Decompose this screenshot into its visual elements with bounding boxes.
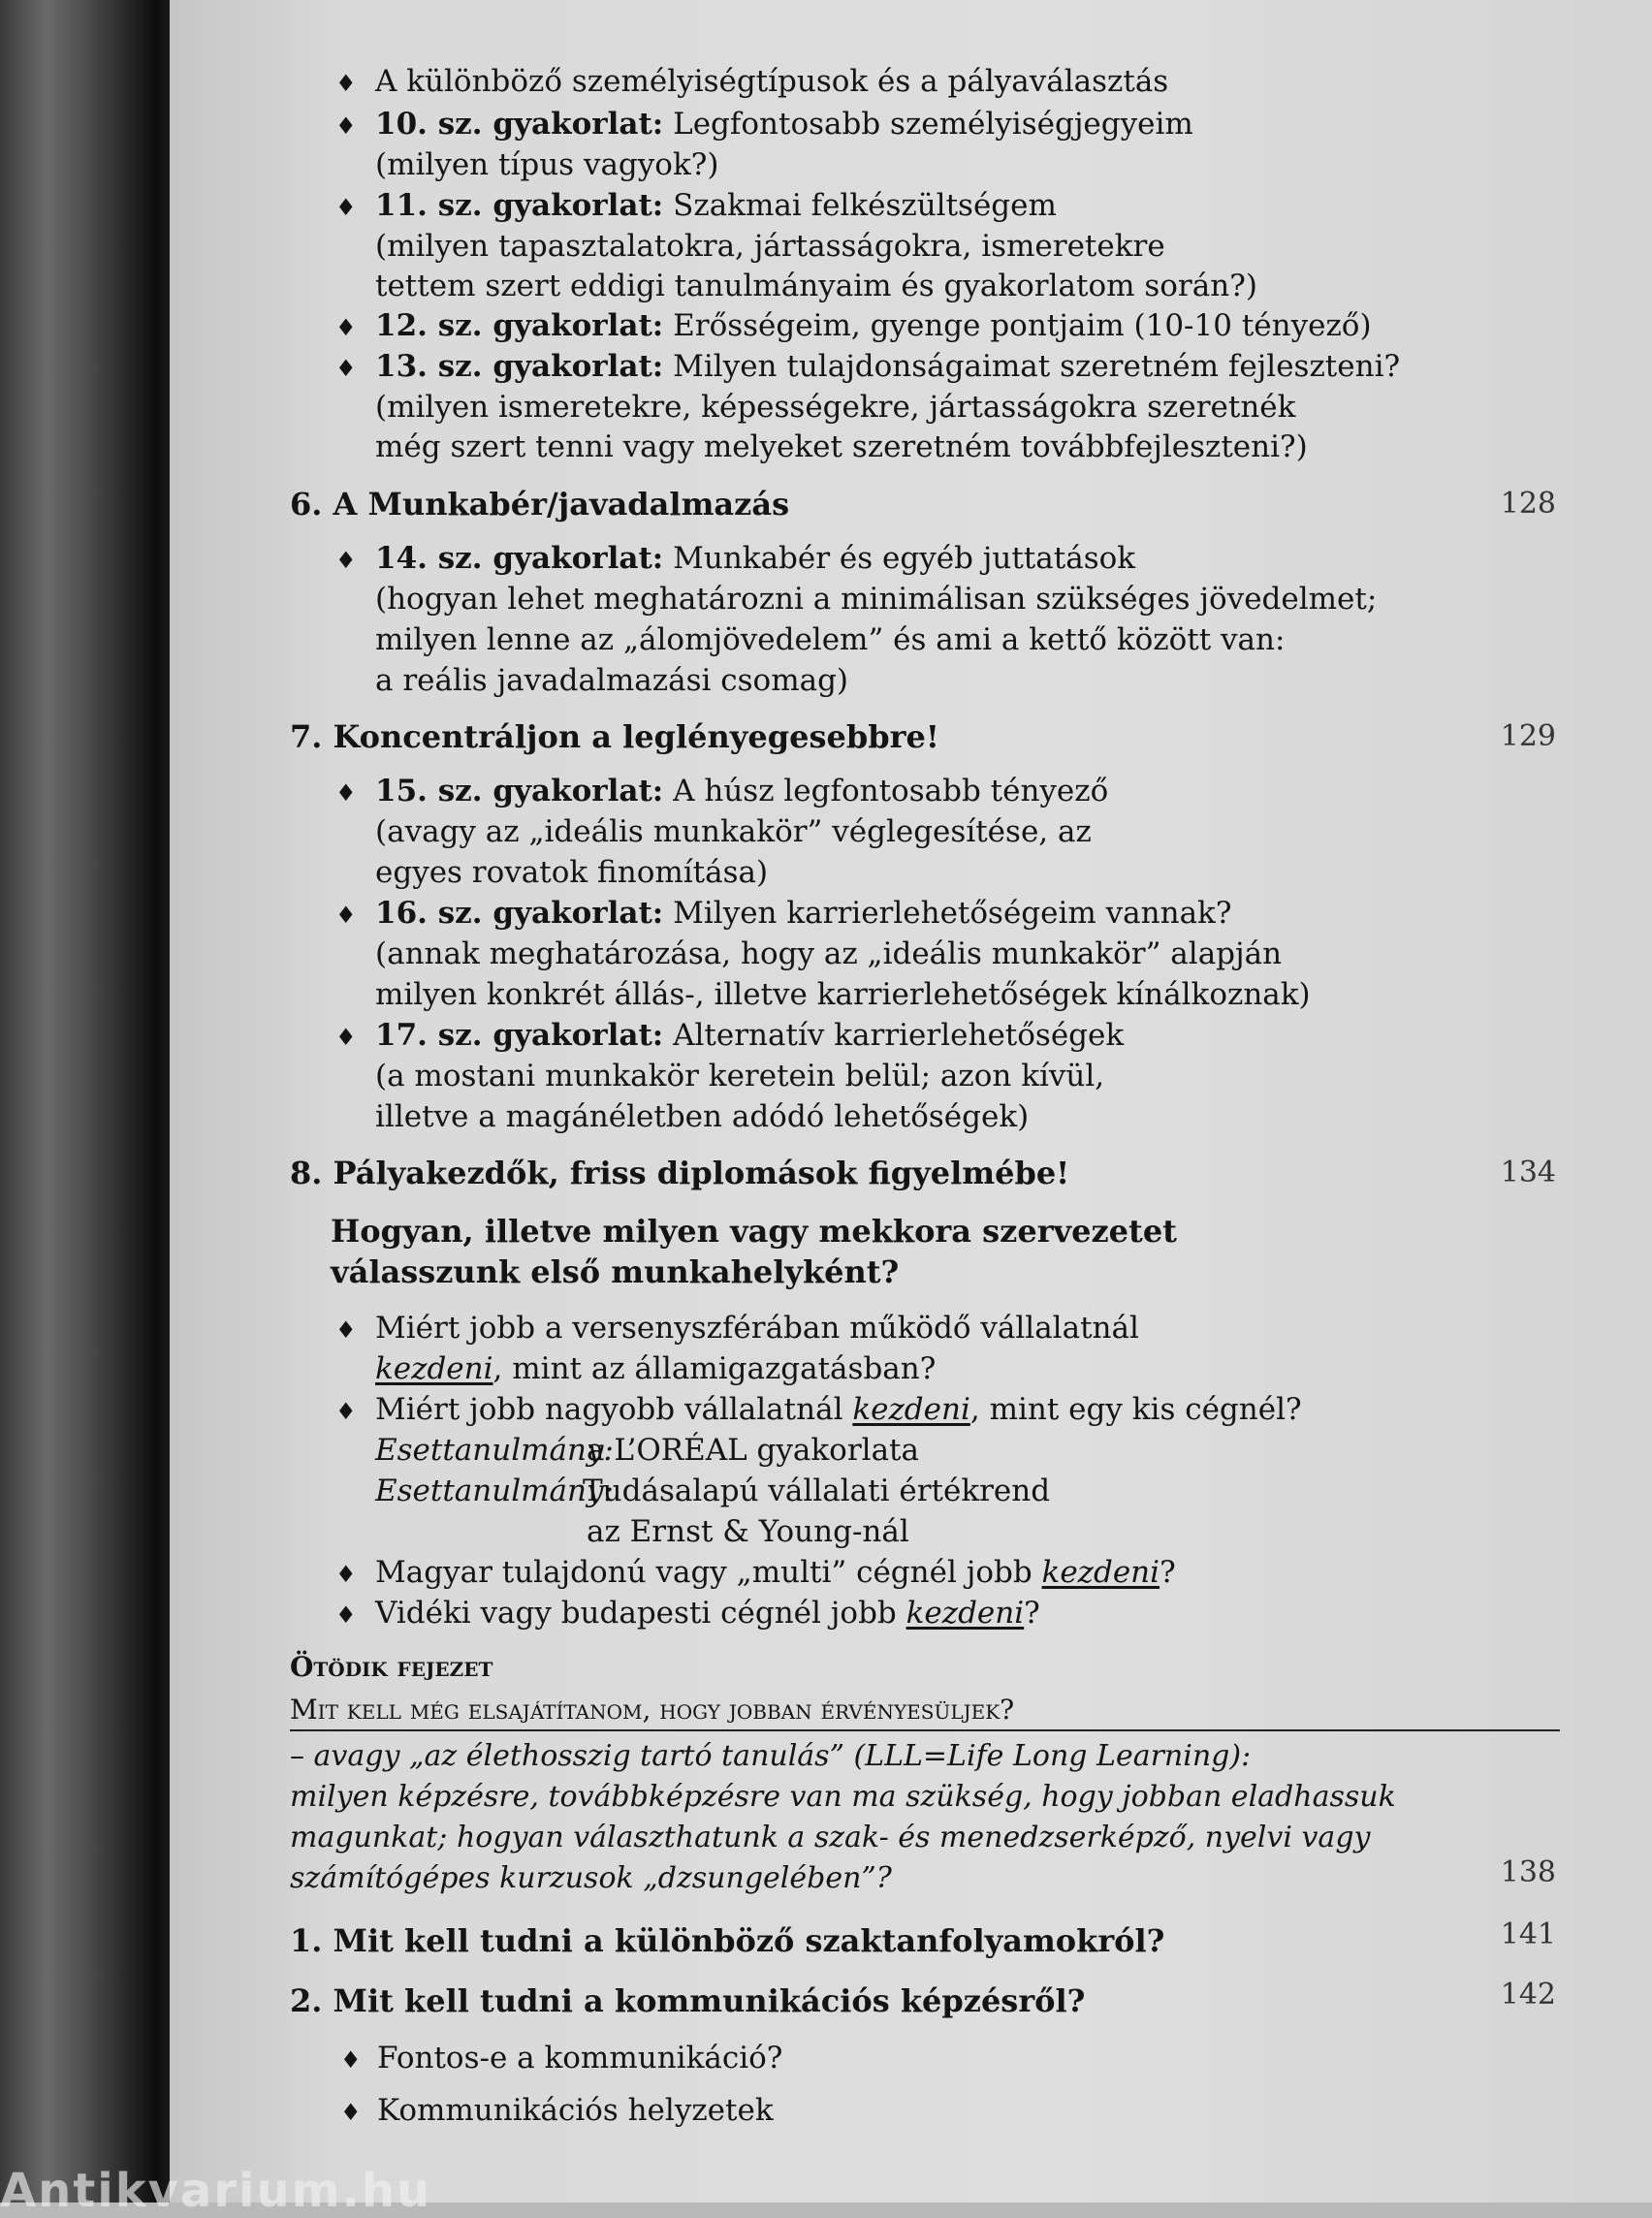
bullet-icon: ♦ [340, 2046, 362, 2074]
toc-item-desc: (avagy az „ideális munkakör” véglegesítése, az [375, 814, 1092, 849]
bullet-icon: ♦ [335, 194, 357, 221]
toc-item-desc: tettem szert eddigi tanulmányaim és gyakorlatom során?) [375, 269, 1257, 303]
watermark-text: Antikvarium.hu [0, 2164, 432, 2218]
page-number: 142 [1500, 1978, 1556, 2012]
bullet-icon: ♦ [335, 1398, 357, 1425]
section-heading: 2. Mit kell tudni a kommunikációs képzésről? [290, 1982, 1086, 2019]
toc-item-desc: (milyen ismeretekre, képességekre, jártasságokra szeretnék [375, 390, 1296, 425]
chapter-description: magunkat; hogyan választhatunk a szak- és menedzserképző, nyelvi vagy [290, 1821, 1371, 1854]
toc-item: Vidéki vagy budapesti cégnél jobb kezdeni? [375, 1596, 1040, 1631]
bullet-icon: ♦ [335, 112, 357, 140]
case-study-item: Esettanulmány: [375, 1433, 614, 1468]
bullet-icon: ♦ [335, 1316, 357, 1344]
toc-item-desc: még szert tenni vagy melyeket szeretném továbbfejleszteni?) [375, 429, 1308, 464]
toc-item: A különböző személyiségtípusok és a pályaválasztás [375, 64, 1169, 99]
page-number: 128 [1500, 487, 1556, 521]
bullet-icon: ♦ [335, 355, 357, 382]
toc-item: 14. sz. gyakorlat: Munkabér és egyéb juttatások [375, 541, 1136, 576]
bullet-icon: ♦ [335, 902, 357, 929]
chapter-title: Mit kell még elsajátítanom, hogy jobban érvényesüljek? [290, 1694, 1015, 1726]
toc-item-desc: egyes rovatok finomítása) [375, 855, 769, 890]
toc-item-desc: kezdeni, mint az államigazgatásban? [375, 1351, 937, 1386]
book-spine-shadow [0, 0, 170, 2202]
chapter-description: milyen képzésre, továbbképzésre van ma szükség, hogy jobban eladhassuk [290, 1780, 1396, 1814]
bullet-icon: ♦ [340, 2099, 362, 2126]
bullet-icon: ♦ [335, 314, 357, 341]
bullet-icon: ♦ [335, 779, 357, 807]
bullet-icon: ♦ [335, 547, 357, 574]
case-study-title: a L’ORÉAL gyakorlata [587, 1433, 919, 1468]
bullet-icon: ♦ [335, 70, 357, 97]
toc-item-desc: a reális javadalmazási csomag) [375, 663, 849, 698]
bullet-icon: ♦ [335, 1024, 357, 1051]
section-heading: 8. Pályakezdők, friss diplomások figyelmébe! [290, 1155, 1070, 1191]
book-page [170, 0, 1652, 2202]
section-heading: 6. A Munkabér/javadalmazás [290, 486, 790, 523]
toc-item: 11. sz. gyakorlat: Szakmai felkészültségem [375, 188, 1057, 223]
toc-item-desc: (a mostani munkakör keretein belül; azon kívül, [375, 1059, 1105, 1093]
chapter-rule [290, 1729, 1560, 1731]
bullet-icon: ♦ [335, 1561, 357, 1588]
toc-item-desc: (hogyan lehet meghatározni a minimálisan szükséges jövedelmet; [375, 582, 1378, 617]
toc-item: 10. sz. gyakorlat: Legfontosabb személyiségjegyeim [375, 107, 1193, 142]
toc-item: Fontos-e a kommunikáció? [377, 2041, 783, 2075]
subsection-heading: Hogyan, illetve milyen vagy mekkora szervezetet [331, 1213, 1177, 1250]
section-heading: 7. Koncentráljon a leglényegesebbre! [290, 718, 939, 755]
chapter-label: Ötödik fejezet [290, 1651, 493, 1683]
page-number: 129 [1500, 719, 1556, 753]
toc-item: Miért jobb a versenyszférában működő vállalatnál [375, 1311, 1139, 1346]
toc-item-desc: milyen lenne az „álomjövedelem” és ami a kettő között van: [375, 622, 1286, 657]
chapter-description: – avagy „az élethosszig tartó tanulás” (LLL=Life Long Learning): [290, 1739, 1252, 1773]
case-study-title: Tudásalapú vállalati értékrend [583, 1473, 1051, 1508]
table-of-contents [170, 0, 1652, 2202]
toc-item-desc: (annak meghatározása, hogy az „ideális munkakör” alapján [375, 936, 1283, 971]
toc-item-desc: (milyen típus vagyok?) [375, 147, 719, 182]
case-study-item: Esettanulmány: [375, 1473, 614, 1508]
section-heading: 1. Mit kell tudni a különböző szaktanfolyamokról? [290, 1922, 1165, 1959]
toc-item-desc: illetve a magánéletben adódó lehetőségek) [375, 1099, 1030, 1134]
bullet-icon: ♦ [335, 1601, 357, 1629]
subsection-heading: válasszunk első munkahelyként? [331, 1253, 900, 1290]
toc-item: 17. sz. gyakorlat: Alternatív karrierlehetőségek [375, 1018, 1125, 1053]
page-number: 134 [1500, 1156, 1556, 1189]
case-study-title: az Ernst & Young-nál [587, 1514, 909, 1549]
page-number: 138 [1500, 1855, 1556, 1889]
toc-item: Magyar tulajdonú vagy „multi” cégnél jobb kezdeni? [375, 1555, 1176, 1590]
toc-item: 13. sz. gyakorlat: Milyen tulajdonságaimat szeretném fejleszteni? [375, 349, 1401, 384]
toc-item-desc: milyen konkrét állás-, illetve karrierlehetőségek kínálkoznak) [375, 977, 1311, 1012]
page-number: 141 [1500, 1917, 1556, 1951]
toc-item: 16. sz. gyakorlat: Milyen karrierlehetőségeim vannak? [375, 896, 1232, 931]
toc-item: 15. sz. gyakorlat: A húsz legfontosabb tényező [375, 774, 1109, 808]
toc-item: 12. sz. gyakorlat: Erősségeim, gyenge pontjaim (10-10 tényező) [375, 308, 1372, 343]
toc-item: Miért jobb nagyobb vállalatnál kezdeni, mint egy kis cégnél? [375, 1392, 1302, 1427]
chapter-description: számítógépes kurzusok „dzsungelében”? [290, 1861, 892, 1895]
toc-item-desc: (milyen tapasztalatokra, jártasságokra, ismeretekre [375, 229, 1165, 264]
toc-item: Kommunikációs helyzetek [377, 2093, 774, 2128]
